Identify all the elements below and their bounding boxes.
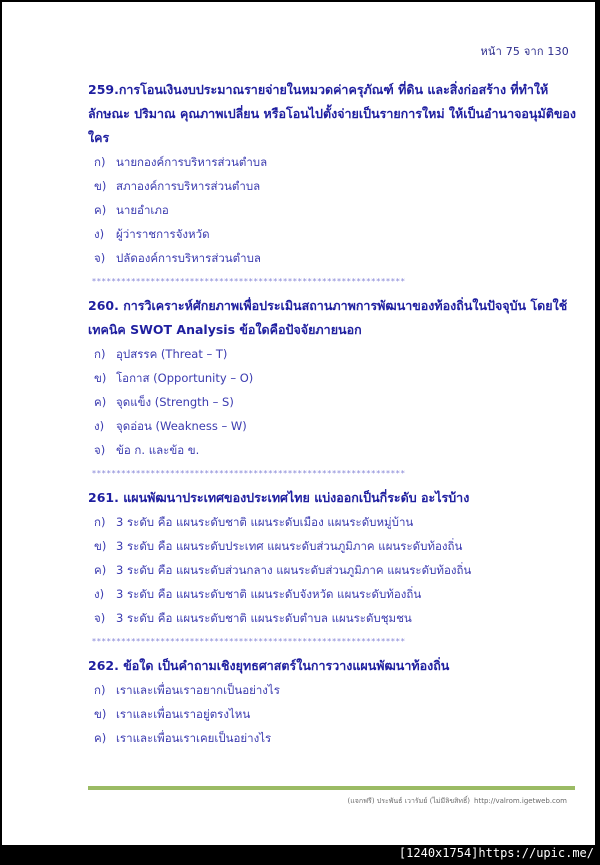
option-letter: ง) (94, 419, 105, 433)
option-text: เราและเพื่อนเราเคยเป็นอย่างไร (116, 731, 272, 745)
option-item (88, 222, 576, 246)
option-text: 3 ระดับ คือ แผนระดับชาติ แผนระดับเมือง แผนระดับหมู่บ้าน (116, 515, 414, 529)
option-item (88, 534, 576, 558)
option-text: ผู้ว่าราชการจังหวัด (116, 227, 210, 241)
option-letter: จ) (94, 443, 106, 457)
option-text: จุดแข็ง (Strength – S) (116, 395, 234, 409)
option-text: นายกองค์การบริหารส่วนตำบล (116, 155, 268, 169)
option-letter: ง) (94, 587, 105, 601)
option-item (88, 414, 576, 438)
option-text: เราและเพื่อนเราอยากเป็นอย่างไร (116, 683, 280, 697)
option-letter: ค) (94, 563, 107, 577)
option-item (88, 198, 576, 222)
option-list (88, 510, 576, 630)
option-text: สภาองค์การบริหารส่วนตำบล (116, 179, 261, 193)
option-item (88, 582, 576, 606)
option-item (88, 366, 576, 390)
option-text: 3 ระดับ คือ แผนระดับส่วนกลาง แผนระดับส่วนภูมิภาค แผนระดับท้องถิ่น (116, 563, 472, 577)
option-letter: ค) (94, 731, 107, 745)
option-item (88, 150, 576, 174)
option-item (88, 726, 576, 750)
option-text: ข้อ ก. และข้อ ข. (116, 443, 200, 457)
option-text: 3 ระดับ คือ แผนระดับประเทศ แผนระดับส่วนภูมิภาค แผนระดับท้องถิ่น (116, 539, 463, 553)
question-260 (88, 294, 576, 486)
option-letter: ง) (94, 227, 105, 241)
option-list (88, 342, 576, 462)
footer-rule (88, 786, 575, 790)
option-text: 3 ระดับ คือ แผนระดับชาติ แผนระดับจังหวัด แผนระดับท้องถิ่น (116, 587, 422, 601)
option-item (88, 606, 576, 630)
page-footer (348, 796, 567, 807)
option-item (88, 246, 576, 270)
option-item (88, 678, 576, 702)
option-letter: ก) (94, 347, 106, 361)
question-text: 259.การโอนเงินงบประมาณรายจ่ายในหมวดค่าครุภัณฑ์ ที่ดิน และสิ่งก่อสร้าง ที่ทำให้ลักษณะ ปริมาณ คุณภาพเปลี่ยน หรือโอนไปตั้งจ่ายเป็นรายการใหม่ ให้เป็นอำนาจอนุมัติของใคร (88, 82, 576, 145)
asterisk-separator: **************************************************************** (92, 469, 406, 478)
option-text: โอกาส (Opportunity – O) (116, 371, 254, 385)
page-indicator: หน้า 75 จาก 130 (480, 45, 569, 58)
image-host-watermark: [1240x1754]https://upic.me/ (398, 846, 594, 860)
option-item (88, 174, 576, 198)
question-259 (88, 78, 576, 294)
exam-content (88, 78, 576, 750)
option-item (88, 438, 576, 462)
option-item (88, 342, 576, 366)
question-text: 261. แผนพัฒนาประเทศของประเทศไทย แบ่งออกเป็นกี่ระดับ อะไรบ้าง (88, 490, 470, 505)
option-text: 3 ระดับ คือ แผนระดับชาติ แผนระดับตำบล แผนระดับชุมชน (116, 611, 412, 625)
option-letter: จ) (94, 251, 106, 265)
option-letter: ข) (94, 179, 107, 193)
option-letter: ข) (94, 371, 107, 385)
option-letter: ข) (94, 707, 107, 721)
option-letter: ค) (94, 395, 107, 409)
option-text: ปลัดองค์การบริหารส่วนตำบล (116, 251, 261, 265)
option-text: นายอำเภอ (116, 203, 169, 217)
footer-credit: (แจกฟรี) ประพันธ์ เวารัมย์ (ไม่มีลิขสิทธิ์) (347, 797, 471, 805)
option-letter: ข) (94, 539, 107, 553)
option-item (88, 510, 576, 534)
option-item (88, 558, 576, 582)
question-261 (88, 486, 576, 654)
option-list (88, 150, 576, 270)
option-text: อุปสรรค (Threat – T) (116, 347, 228, 361)
option-item (88, 390, 576, 414)
asterisk-separator: **************************************************************** (92, 277, 406, 286)
option-letter: ค) (94, 203, 107, 217)
option-list (88, 678, 576, 750)
option-text: จุดอ่อน (Weakness – W) (116, 419, 247, 433)
option-text: เราและเพื่อนเราอยู่ตรงไหน (116, 707, 251, 721)
document-page (2, 2, 595, 845)
option-letter: ก) (94, 515, 106, 529)
question-text: 260. การวิเคราะห์ศักยภาพเพื่อประเมินสถานภาพการพัฒนาของท้องถิ่นในปัจจุบัน โดยใช้เทคนิค SWOT Analysis ข้อใดคือปัจจัยภายนอก (88, 298, 568, 337)
option-item (88, 702, 576, 726)
question-262 (88, 654, 576, 750)
option-letter: ก) (94, 155, 106, 169)
option-letter: ก) (94, 683, 106, 697)
question-text: 262. ข้อใด เป็นคำถามเชิงยุทธศาสตร์ในการวางแผนพัฒนาท้องถิ่น (88, 658, 450, 673)
footer-url: http://valrom.igetweb.com (474, 797, 567, 805)
asterisk-separator: **************************************************************** (92, 637, 406, 646)
option-letter: จ) (94, 611, 106, 625)
